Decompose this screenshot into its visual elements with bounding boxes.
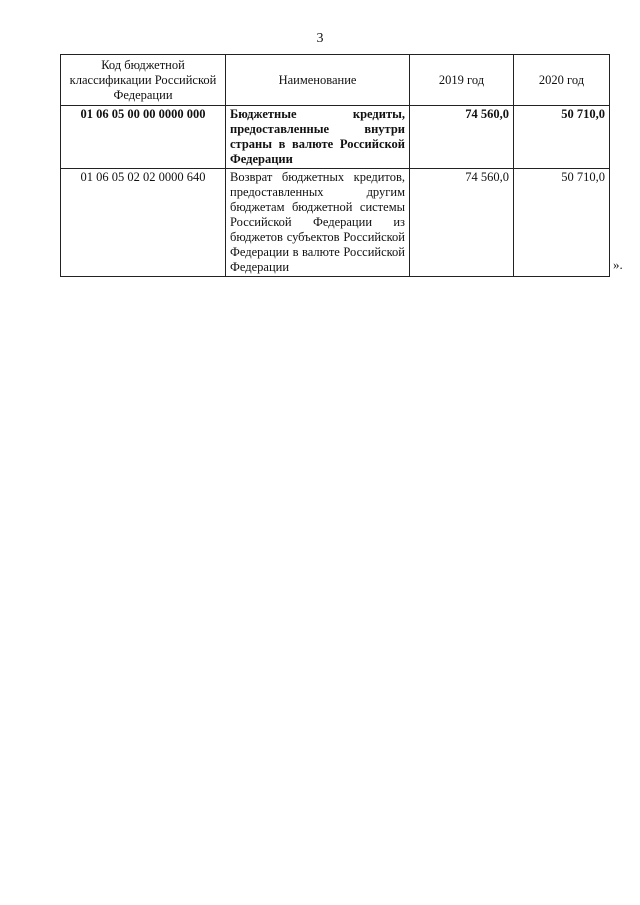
table-row [61,106,610,169]
budget-table [60,54,610,277]
table-header-row [61,55,610,106]
closing-quote: ». [613,257,623,272]
row-name: Бюджетные кредиты, предоставленные внутри страны в валюте Российской Федерации [226,106,410,169]
header-2019: 2019 год [410,55,514,106]
header-code: Код бюджетной классификации Российской Федерации [61,55,226,106]
header-2020: 2020 год [514,55,610,106]
row-value-2020: 50 710,0 [514,169,610,277]
page-number: 3 [316,31,324,46]
row-name: Возврат бюджетных кредитов, предоставленных другим бюджетам бюджетной системы Российской Федерации из бюджетов субъектов Российской Федерации в валюте Российской Федерации [226,169,410,277]
row-code: 01 06 05 00 00 0000 000 [61,106,226,169]
row-value-2019: 74 560,0 [410,169,514,277]
table-row [61,169,610,277]
row-value-2019: 74 560,0 [410,106,514,169]
header-name: Наименование [226,55,410,106]
row-value-2020: 50 710,0 [514,106,610,169]
row-code: 01 06 05 02 02 0000 640 [61,169,226,277]
